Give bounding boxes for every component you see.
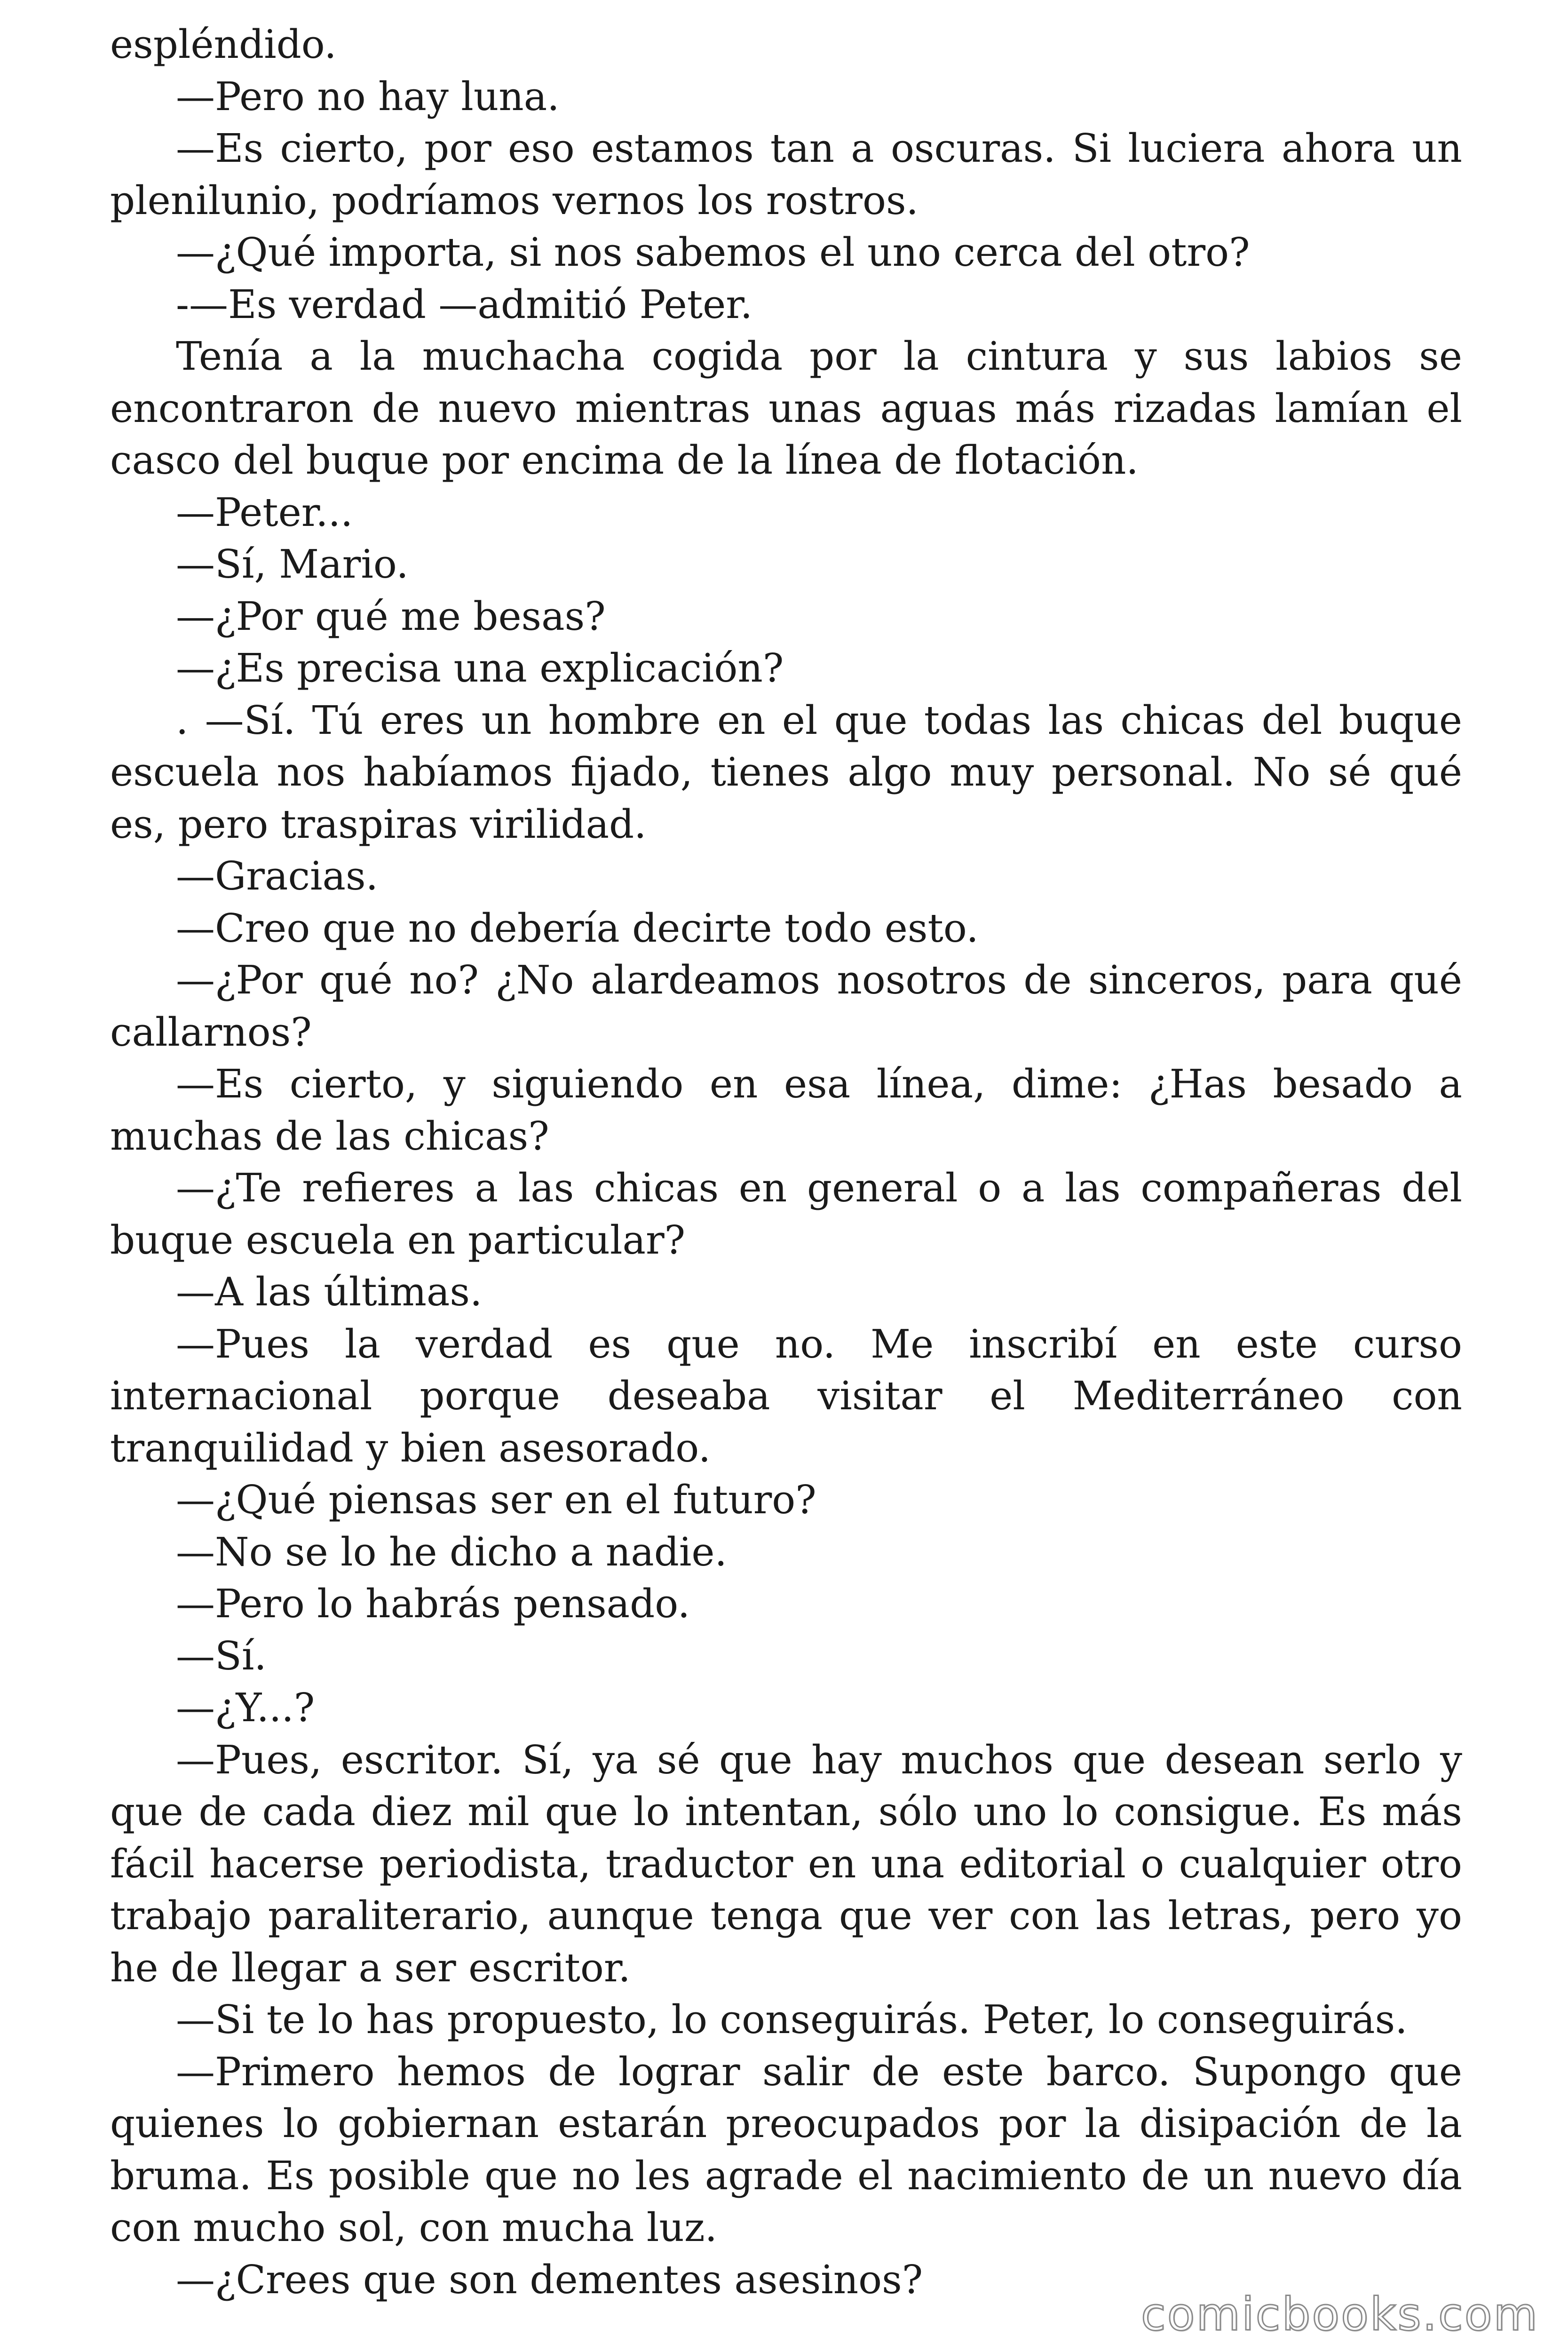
dialogue-line: —No se lo he dicho a nadie. <box>176 1529 727 1575</box>
dialogue-line: —Creo que no debería decirte todo esto. <box>176 905 979 951</box>
dialogue-line: -—Es verdad —admitió Peter. <box>176 281 753 327</box>
dialogue-line: —¿Te refieres a las chicas en general o a las compañeras del buque escuela en particular? <box>110 1165 1462 1263</box>
dialogue-line: —A las últimas. <box>176 1269 483 1315</box>
dialogue-line: —Es cierto, por eso estamos tan a oscuras. Si luciera ahora un plenilunio, podríamos vernos los rostros. <box>110 126 1462 223</box>
dialogue-line: —¿Qué importa, si nos sabemos el uno cerca del otro? <box>176 230 1250 275</box>
paragraph-continuation: espléndido. <box>110 22 337 67</box>
dialogue-line: —Es cierto, y siguiendo en esa línea, dime: ¿Has besado a muchas de las chicas? <box>110 1061 1462 1159</box>
dialogue-line: —Primero hemos de lograr salir de este barco. Supongo que quienes lo gobiernan estarán preocupados por la disipación de la bruma. Es posible que no les agrade el nacimiento de un nuevo día con mucho sol, con mucha luz. <box>110 2049 1462 2250</box>
dialogue-line: —Sí, Mario. <box>176 541 409 587</box>
narrative-paragraph: Tenía a la muchacha cogida por la cintura y sus labios se encontraron de nuevo mientras unas aguas más rizadas lamían el casco del buque por encima de la línea de flotación. <box>110 334 1462 483</box>
dialogue-line: —¿Crees que son dementes asesinos? <box>176 2257 923 2303</box>
dialogue-line: —¿Es precisa una explicación? <box>176 645 784 691</box>
dialogue-line: —¿Y...? <box>176 1685 315 1731</box>
dialogue-line: —Si te lo has propuesto, lo conseguirás. Peter, lo conseguirás. <box>176 1997 1408 2042</box>
dialogue-line: —Pues la verdad es que no. Me inscribí en este curso internacional porque deseaba visitar el Mediterráneo con tranquilidad y bien asesorado. <box>110 1321 1462 1471</box>
dialogue-line: —Pero no hay luna. <box>176 73 560 119</box>
dialogue-line: —¿Qué piensas ser en el futuro? <box>176 1477 816 1523</box>
dialogue-line: —¿Por qué no? ¿No alardeamos nosotros de sinceros, para qué callarnos? <box>110 957 1462 1055</box>
dialogue-line: —¿Por qué me besas? <box>176 593 606 639</box>
dialogue-line: —Sí. <box>176 1633 267 1679</box>
dialogue-line: —Peter... <box>176 489 353 535</box>
dialogue-line: . —Sí. Tú eres un hombre en el que todas las chicas del buque escuela nos habíamos fijado, tienes algo muy personal. No sé qué es, pero traspiras virilidad. <box>110 697 1462 847</box>
watermark-text: comicbooks.com <box>1140 2288 1539 2341</box>
body-text <box>110 19 1462 2306</box>
dialogue-line: —Gracias. <box>176 853 378 899</box>
dialogue-line: —Pero lo habrás pensado. <box>176 1581 690 1627</box>
dialogue-line: —Pues, escritor. Sí, ya sé que hay muchos que desean serlo y que de cada diez mil que lo intentan, sólo uno lo consigue. Es más fácil hacerse periodista, traductor en una editorial o cualquier otro trabajo paraliterario, aunque tenga que ver con las letras, pero yo he de llegar a ser escritor. <box>110 1737 1462 1991</box>
